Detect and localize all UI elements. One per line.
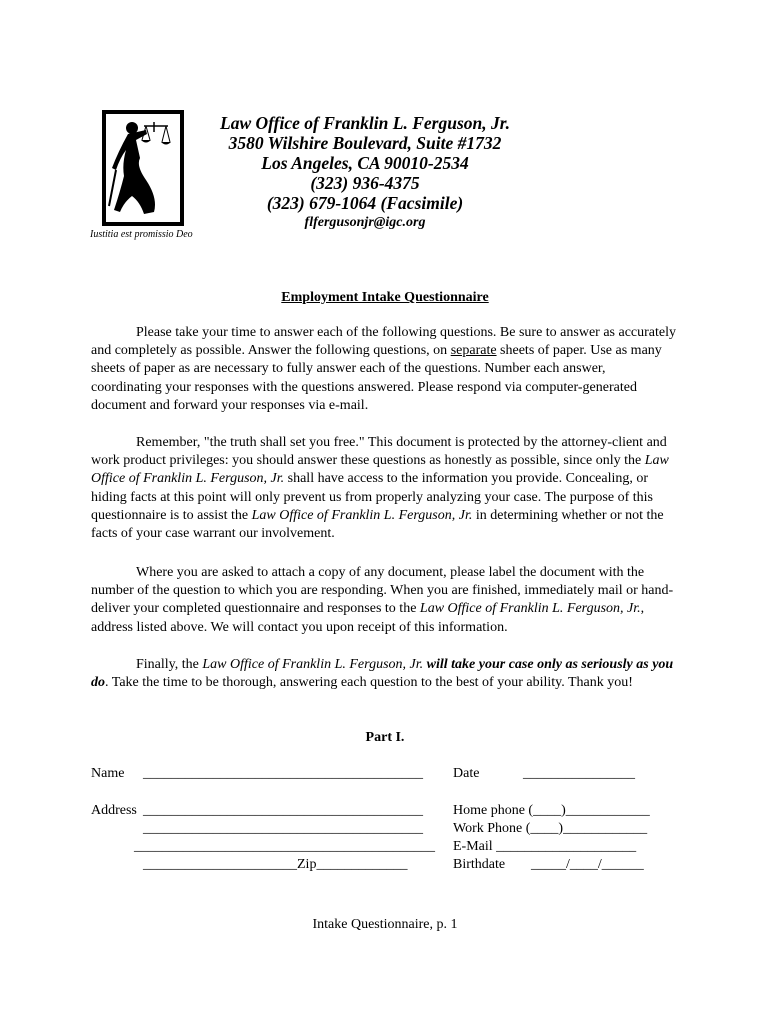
- p3-text-b: Law Office of Franklin L. Ferguson, Jr.: [419, 601, 641, 617]
- p4-text-c: will take your case only as seriously as you do: [91, 657, 674, 691]
- firm-logo: [102, 110, 184, 226]
- p3-text-c: , address listed above. We will contact you upon receipt of this information.: [91, 601, 645, 635]
- name-input[interactable]: ________________________________________: [143, 766, 423, 781]
- letterhead: [200, 113, 530, 233]
- home-phone-field[interactable]: Home phone (____)____________: [453, 803, 650, 818]
- date-label: Date: [453, 766, 480, 781]
- firm-phone: (323) 936-4375: [310, 173, 420, 193]
- zip-input[interactable]: _____________: [316, 857, 408, 872]
- zip-row: [143, 857, 407, 873]
- p1-text-a: Please take your time to answer each of the following questions. Be sure to answer as accurately and completely as possible. Answer the following questions, on: [91, 325, 676, 359]
- zip-label: Zip: [297, 857, 317, 872]
- address-line-1[interactable]: ________________________________________: [143, 803, 423, 818]
- p1-text-c: sheets of paper. Use as many sheets of paper as are necessary to fully answer each of the questions. Number each answer, coordinating your responses with the questions answered. Please respond via computer-generated document and forward your responses via e-mail.: [91, 343, 662, 413]
- p1-text-b: separate: [450, 343, 497, 359]
- p3-text-a: Where you are asked to attach a copy of any document, please label the document with the number of the question to which you are responding. When you are finished, immediately mail or hand-deliver your completed questionnaire and responses to the: [91, 565, 674, 617]
- paragraph-finally: [91, 656, 679, 692]
- firm-name: Law Office of Franklin L. Ferguson, Jr.: [220, 113, 510, 133]
- p4-text-b: Law Office of Franklin L. Ferguson, Jr.: [202, 657, 424, 672]
- p4-text-a: Finally, the: [136, 657, 203, 672]
- email-field[interactable]: E-Mail ____________________: [453, 839, 637, 854]
- p2-text-b: Law Office of Franklin L. Ferguson, Jr.: [91, 453, 669, 487]
- paragraph-truth: [91, 434, 679, 543]
- page-footer: Intake Questionnaire, p. 1: [312, 917, 458, 932]
- birthdate-label: Birthdate: [453, 857, 506, 872]
- p2-text-c: shall have access to the information you provide. Concealing, or hiding facts at this point will only prevent us from properly analyzing your case. The purpose of this questionnaire is to assist the: [91, 471, 653, 523]
- lady-justice-icon: [106, 114, 180, 222]
- paragraph-instructions: [91, 324, 679, 415]
- p2-text-e: in determining whether or not the facts of your case warrant our involvement.: [91, 507, 664, 542]
- firm-address: 3580 Wilshire Boulevard, Suite #1732: [228, 133, 502, 153]
- name-label: Name: [91, 766, 125, 781]
- p2-text-a: Remember, "the truth shall set you free." This document is protected by the attorney-client and work product privileges: you should answer these questions as honestly as possible, since only the: [91, 435, 667, 469]
- p2-text-d: Law Office of Franklin L. Ferguson, Jr.: [251, 507, 473, 523]
- work-phone-field[interactable]: Work Phone (____)____________: [453, 821, 648, 836]
- address-line-2[interactable]: ________________________________________: [143, 821, 423, 836]
- firm-email[interactable]: flfergusonjr@igc.org: [304, 215, 426, 230]
- document-title: Employment Intake Questionnaire: [281, 290, 489, 305]
- paragraph-attachments: [91, 564, 679, 637]
- p4-text-d: . Take the time to be thorough, answering each question to the best of your ability. Thank you!: [105, 675, 633, 691]
- address-line-3[interactable]: ___________________________________________: [134, 839, 435, 854]
- city-input[interactable]: ______________________: [143, 857, 297, 872]
- address-label: Address: [91, 803, 137, 818]
- date-input[interactable]: ________________: [523, 766, 635, 781]
- birthdate-input[interactable]: _____/____/______: [531, 857, 644, 872]
- part-title: Part I.: [365, 730, 405, 745]
- firm-city: Los Angeles, CA 90010-2534: [261, 153, 469, 173]
- firm-motto: Iustitia est promissio Deo: [90, 229, 193, 240]
- firm-fax: (323) 679-1064 (Facsimile): [266, 193, 464, 213]
